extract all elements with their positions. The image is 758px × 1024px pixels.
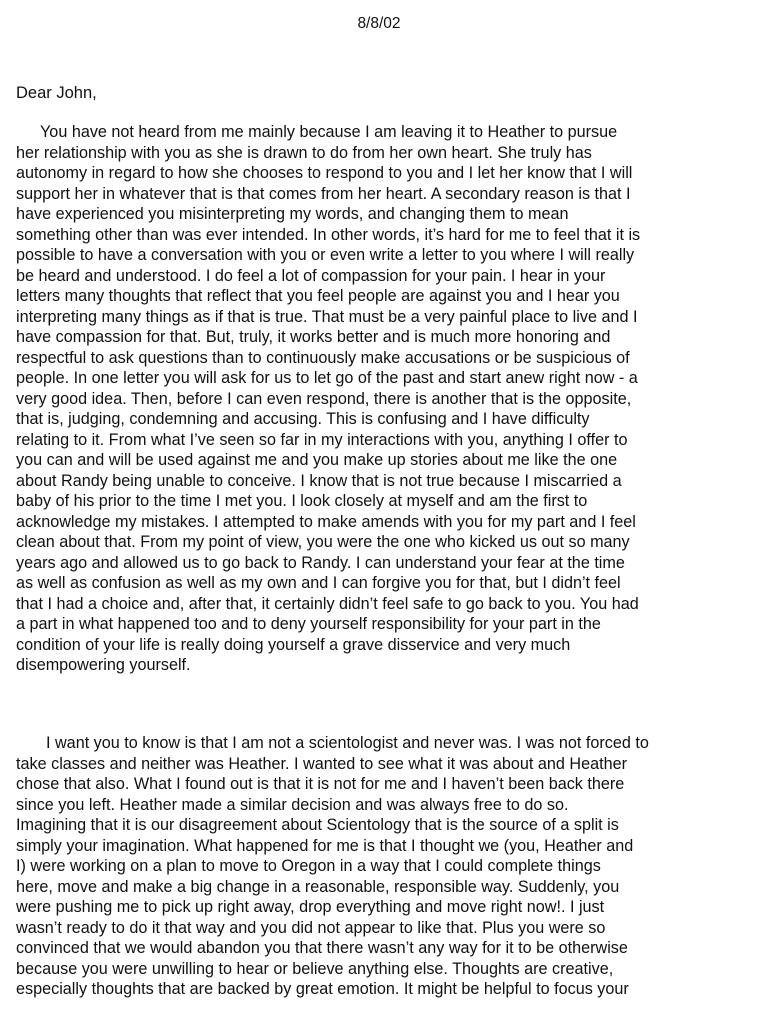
paragraph-line: simply your imagination. What happened for me is that I thought we (you, Heather and (16, 836, 634, 855)
paragraph-line: that is, judging, condemning and accusing. This is confusing and I have difficulty (16, 410, 590, 428)
paragraph-line: baby of his prior to the time I met you. I look closely at myself and am the first to (16, 492, 588, 510)
letter-salutation: Dear John, (16, 84, 97, 102)
paragraph-line: here, move and make a big change in a reasonable, responsible way. Suddenly, you (16, 877, 620, 896)
paragraph-line: that I had a choice and, after that, it certainly didn’t feel safe to go back to you. You had (16, 594, 639, 613)
paragraph-line: especially thoughts that are backed by great emotion. It might be helpful to focus your (16, 980, 629, 998)
paragraph-line: possible to have a conversation with you or even write a letter to you where I will really (16, 246, 635, 264)
paragraph-line: disempowering yourself. (16, 656, 191, 674)
paragraph-line: be heard and understood. I do feel a lot of compassion for your pain. I hear in your (16, 266, 606, 285)
paragraph-line: support her in whatever that is that comes from her heart. A secondary reason is that I (16, 184, 631, 203)
paragraph-line: a part in what happened too and to deny yourself responsibility for your part in the (16, 615, 601, 633)
paragraph-line: letters many thoughts that reflect that you feel people are against you and I hear you (16, 287, 620, 305)
paragraph-line: acknowledge my mistakes. I attempted to make amends with you for my part and I feel (16, 512, 636, 531)
paragraph-line: chose that also. What I found out is that it is not for me and I haven’t been back there (16, 775, 625, 793)
paragraph-line: respectful to ask questions than to continuously make accusations or be suspicious of (16, 348, 630, 367)
paragraph-line: have compassion for that. But, truly, it works better and is much more honoring and (16, 328, 611, 346)
paragraph-line: relating to it. From what I’ve seen so far in my interactions with you, anything I offer to (16, 430, 628, 449)
paragraph-line: people. In one letter you will ask for us to let go of the past and start anew right now - a (16, 369, 638, 387)
paragraph-line: you can and will be used against me and you make up stories about me like the one (16, 451, 618, 469)
paragraph-line: Imagining that it is our disagreement about Scientology that is the source of a split is (16, 816, 619, 834)
paragraph-line: clean about that. From my point of view, you were the one who kicked us out so many (16, 533, 630, 551)
letter-paragraph-2 (16, 733, 746, 1000)
paragraph-line: as well as confusion as well as my own and I can forgive you for that, but I didn’t feel (16, 574, 621, 592)
paragraph-line: years ago and allowed us to go back to Randy. I can understand your fear at the time (16, 553, 625, 572)
paragraph-line: were pushing me to pick up right away, drop everything and move right now!. I just (16, 898, 605, 916)
paragraph-line: wasn’t ready to do it that way and you did not appear to like that. Plus you were so (16, 918, 606, 937)
paragraph-line: something other than was ever intended. In other words, it’s hard for me to feel that it is (16, 225, 641, 244)
paragraph-line: because you were unwilling to hear or believe anything else. Thoughts are creative, (16, 959, 614, 978)
paragraph-line: convinced that we would abandon you that there wasn’t any way for it to be otherwise (16, 939, 628, 957)
paragraph-line: very good idea. Then, before I can even respond, there is another that is the opposite, (16, 389, 632, 408)
paragraph-line: condition of your life is really doing yourself a grave disservice and very much (16, 635, 571, 654)
letter-paragraph-1 (16, 122, 746, 676)
paragraph-line: have experienced you misinterpreting my words, and changing them to mean (16, 205, 569, 223)
paragraph-line: autonomy in regard to how she chooses to respond to you and I let her know that I will (16, 164, 633, 182)
paragraph-line: I want you to know is that I am not a scientologist and never was. I was not forced to (46, 734, 649, 752)
paragraph-line: her relationship with you as she is drawn to do from her own heart. She truly has (16, 143, 592, 162)
paragraph-line: I) were working on a plan to move to Oregon in a way that I could complete things (16, 857, 601, 875)
paragraph-line: interpreting many things as if that is true. That must be a very painful place to live and I (16, 307, 638, 326)
letter-date: 8/8/02 (357, 15, 401, 32)
paragraph-line: You have not heard from me mainly because I am leaving it to Heather to pursue (40, 123, 618, 141)
paragraph-line: since you left. Heather made a similar decision and was always free to do so. (16, 795, 569, 814)
paragraph-line: take classes and neither was Heather. I wanted to see what it was about and Heather (16, 754, 627, 773)
paragraph-line: about Randy being unable to conceive. I know that is not true because I miscarried a (16, 471, 622, 490)
